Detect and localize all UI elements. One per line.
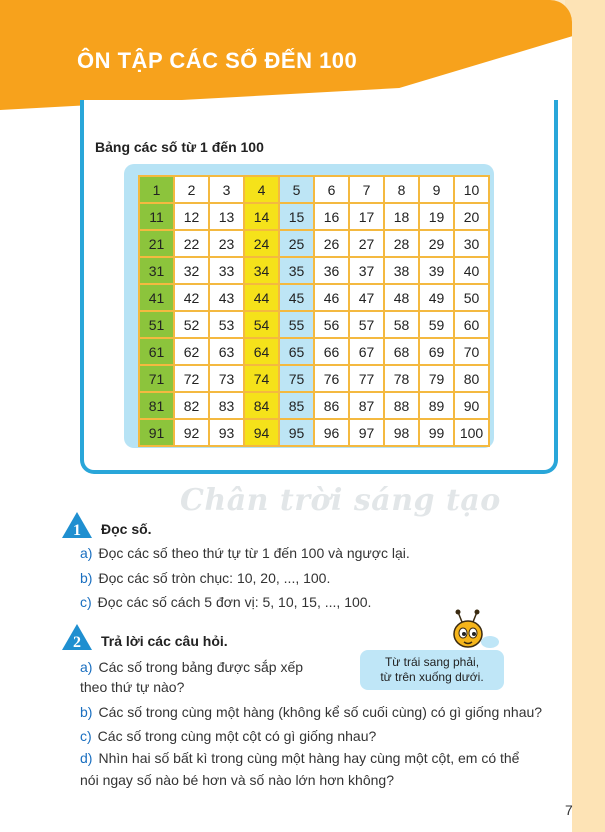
section-1-number: 1 xyxy=(73,522,81,538)
table-cell: 13 xyxy=(209,203,244,230)
table-cell: 63 xyxy=(209,338,244,365)
section-2-item-a: a) Các số trong bảng được sắp xếp xyxy=(80,659,304,675)
table-row xyxy=(139,284,489,311)
table-row xyxy=(139,311,489,338)
table-cell: 20 xyxy=(454,203,489,230)
table-row xyxy=(139,419,489,446)
table-cell: 100 xyxy=(454,419,489,446)
table-cell: 36 xyxy=(314,257,349,284)
table-cell: 87 xyxy=(349,392,384,419)
section-1-badge-icon xyxy=(62,512,92,538)
table-row xyxy=(139,365,489,392)
table-cell: 9 xyxy=(419,176,454,203)
table-cell: 85 xyxy=(279,392,314,419)
table-cell: 69 xyxy=(419,338,454,365)
table-cell: 24 xyxy=(244,230,279,257)
table-cell: 59 xyxy=(419,311,454,338)
table-cell: 97 xyxy=(349,419,384,446)
table-cell: 45 xyxy=(279,284,314,311)
section-1-item-c: c) Đọc các số cách 5 đơn vị: 5, 10, 15, ..., 100. xyxy=(80,594,372,610)
table-row xyxy=(139,176,489,203)
section-2-title: Trả lời các câu hỏi. xyxy=(101,633,228,649)
section-1-item-b: b) Đọc các số tròn chục: 10, 20, ..., 100. xyxy=(80,570,331,586)
page-number: 7 xyxy=(565,802,573,818)
watermark: Chân trời sáng tạo xyxy=(180,483,501,518)
table-cell: 22 xyxy=(174,230,209,257)
section-2-number: 2 xyxy=(73,634,81,650)
table-cell: 1 xyxy=(139,176,174,203)
table-cell: 77 xyxy=(349,365,384,392)
hint-line-2: từ trên xuống dưới. xyxy=(380,670,484,684)
section-2-item-d: d) Nhìn hai số bất kì trong cùng một hàng hay cùng một cột, em có thể xyxy=(80,750,520,766)
table-cell: 33 xyxy=(209,257,244,284)
table-cell: 99 xyxy=(419,419,454,446)
table-cell: 62 xyxy=(174,338,209,365)
table-cell: 17 xyxy=(349,203,384,230)
table-cell: 49 xyxy=(419,284,454,311)
table-cell: 52 xyxy=(174,311,209,338)
table-cell: 82 xyxy=(174,392,209,419)
table-cell: 67 xyxy=(349,338,384,365)
table-cell: 73 xyxy=(209,365,244,392)
table-cell: 8 xyxy=(384,176,419,203)
table-cell: 71 xyxy=(139,365,174,392)
table-cell: 26 xyxy=(314,230,349,257)
table-row xyxy=(139,392,489,419)
table-cell: 96 xyxy=(314,419,349,446)
table-cell: 92 xyxy=(174,419,209,446)
table-cell: 21 xyxy=(139,230,174,257)
table-cell: 3 xyxy=(209,176,244,203)
table-cell: 30 xyxy=(454,230,489,257)
table-cell: 81 xyxy=(139,392,174,419)
table-cell: 54 xyxy=(244,311,279,338)
table-cell: 28 xyxy=(384,230,419,257)
table-cell: 44 xyxy=(244,284,279,311)
table-cell: 74 xyxy=(244,365,279,392)
section-2-item-b: b) Các số trong cùng một hàng (không kể số cuối cùng) có gì giống nhau? xyxy=(80,704,543,720)
section-1-title: Đọc số. xyxy=(101,521,152,537)
table-cell: 31 xyxy=(139,257,174,284)
table-cell: 60 xyxy=(454,311,489,338)
table-cell: 78 xyxy=(384,365,419,392)
table-cell: 38 xyxy=(384,257,419,284)
table-cell: 35 xyxy=(279,257,314,284)
table-row xyxy=(139,257,489,284)
table-cell: 12 xyxy=(174,203,209,230)
table-cell: 41 xyxy=(139,284,174,311)
table-cell: 25 xyxy=(279,230,314,257)
table-cell: 76 xyxy=(314,365,349,392)
hint-bubble xyxy=(360,650,504,690)
table-cell: 56 xyxy=(314,311,349,338)
table-cell: 79 xyxy=(419,365,454,392)
table-cell: 98 xyxy=(384,419,419,446)
table-cell: 86 xyxy=(314,392,349,419)
table-cell: 14 xyxy=(244,203,279,230)
table-cell: 19 xyxy=(419,203,454,230)
table-cell: 4 xyxy=(244,176,279,203)
table-cell: 23 xyxy=(209,230,244,257)
table-cell: 64 xyxy=(244,338,279,365)
table-cell: 27 xyxy=(349,230,384,257)
section-2-item-a-cont: theo thứ tự nào? xyxy=(80,679,185,695)
table-cell: 57 xyxy=(349,311,384,338)
table-cell: 32 xyxy=(174,257,209,284)
table-cell: 84 xyxy=(244,392,279,419)
table-cell: 40 xyxy=(454,257,489,284)
table-cell: 29 xyxy=(419,230,454,257)
section-2-badge-icon xyxy=(62,624,92,650)
table-cell: 5 xyxy=(279,176,314,203)
table-cell: 61 xyxy=(139,338,174,365)
table-cell: 7 xyxy=(349,176,384,203)
table-cell: 55 xyxy=(279,311,314,338)
table-cell: 90 xyxy=(454,392,489,419)
table-cell: 88 xyxy=(384,392,419,419)
table-cell: 80 xyxy=(454,365,489,392)
table-cell: 18 xyxy=(384,203,419,230)
table-cell: 39 xyxy=(419,257,454,284)
table-cell: 16 xyxy=(314,203,349,230)
table-cell: 95 xyxy=(279,419,314,446)
table-cell: 91 xyxy=(139,419,174,446)
section-2-item-c: c) Các số trong cùng một cột có gì giống nhau? xyxy=(80,728,377,744)
table-cell: 68 xyxy=(384,338,419,365)
table-cell: 11 xyxy=(139,203,174,230)
table-cell: 47 xyxy=(349,284,384,311)
table-row xyxy=(139,338,489,365)
table-cell: 43 xyxy=(209,284,244,311)
table-cell: 2 xyxy=(174,176,209,203)
table-cell: 42 xyxy=(174,284,209,311)
table-cell: 58 xyxy=(384,311,419,338)
table-cell: 65 xyxy=(279,338,314,365)
table-cell: 51 xyxy=(139,311,174,338)
table-caption: Bảng các số từ 1 đến 100 xyxy=(95,139,264,155)
table-cell: 6 xyxy=(314,176,349,203)
table-cell: 72 xyxy=(174,365,209,392)
number-table xyxy=(138,175,490,447)
table-cell: 83 xyxy=(209,392,244,419)
table-cell: 37 xyxy=(349,257,384,284)
table-cell: 93 xyxy=(209,419,244,446)
table-cell: 75 xyxy=(279,365,314,392)
table-cell: 89 xyxy=(419,392,454,419)
table-cell: 94 xyxy=(244,419,279,446)
table-cell: 50 xyxy=(454,284,489,311)
table-cell: 15 xyxy=(279,203,314,230)
section-2-item-d-cont: nói ngay số nào bé hơn và số nào lớn hơn không? xyxy=(80,772,394,788)
table-cell: 53 xyxy=(209,311,244,338)
table-cell: 48 xyxy=(384,284,419,311)
section-1-item-a: a) Đọc các số theo thứ tự từ 1 đến 100 và ngược lại. xyxy=(80,545,410,561)
table-cell: 66 xyxy=(314,338,349,365)
table-cell: 34 xyxy=(244,257,279,284)
table-cell: 46 xyxy=(314,284,349,311)
table-row xyxy=(139,230,489,257)
page-title: ÔN TẬP CÁC SỐ ĐẾN 100 xyxy=(77,48,358,73)
bee-mascot-icon xyxy=(440,608,500,653)
hint-line-1: Từ trái sang phải, xyxy=(384,655,480,669)
table-cell: 70 xyxy=(454,338,489,365)
table-cell: 10 xyxy=(454,176,489,203)
table-row xyxy=(139,203,489,230)
